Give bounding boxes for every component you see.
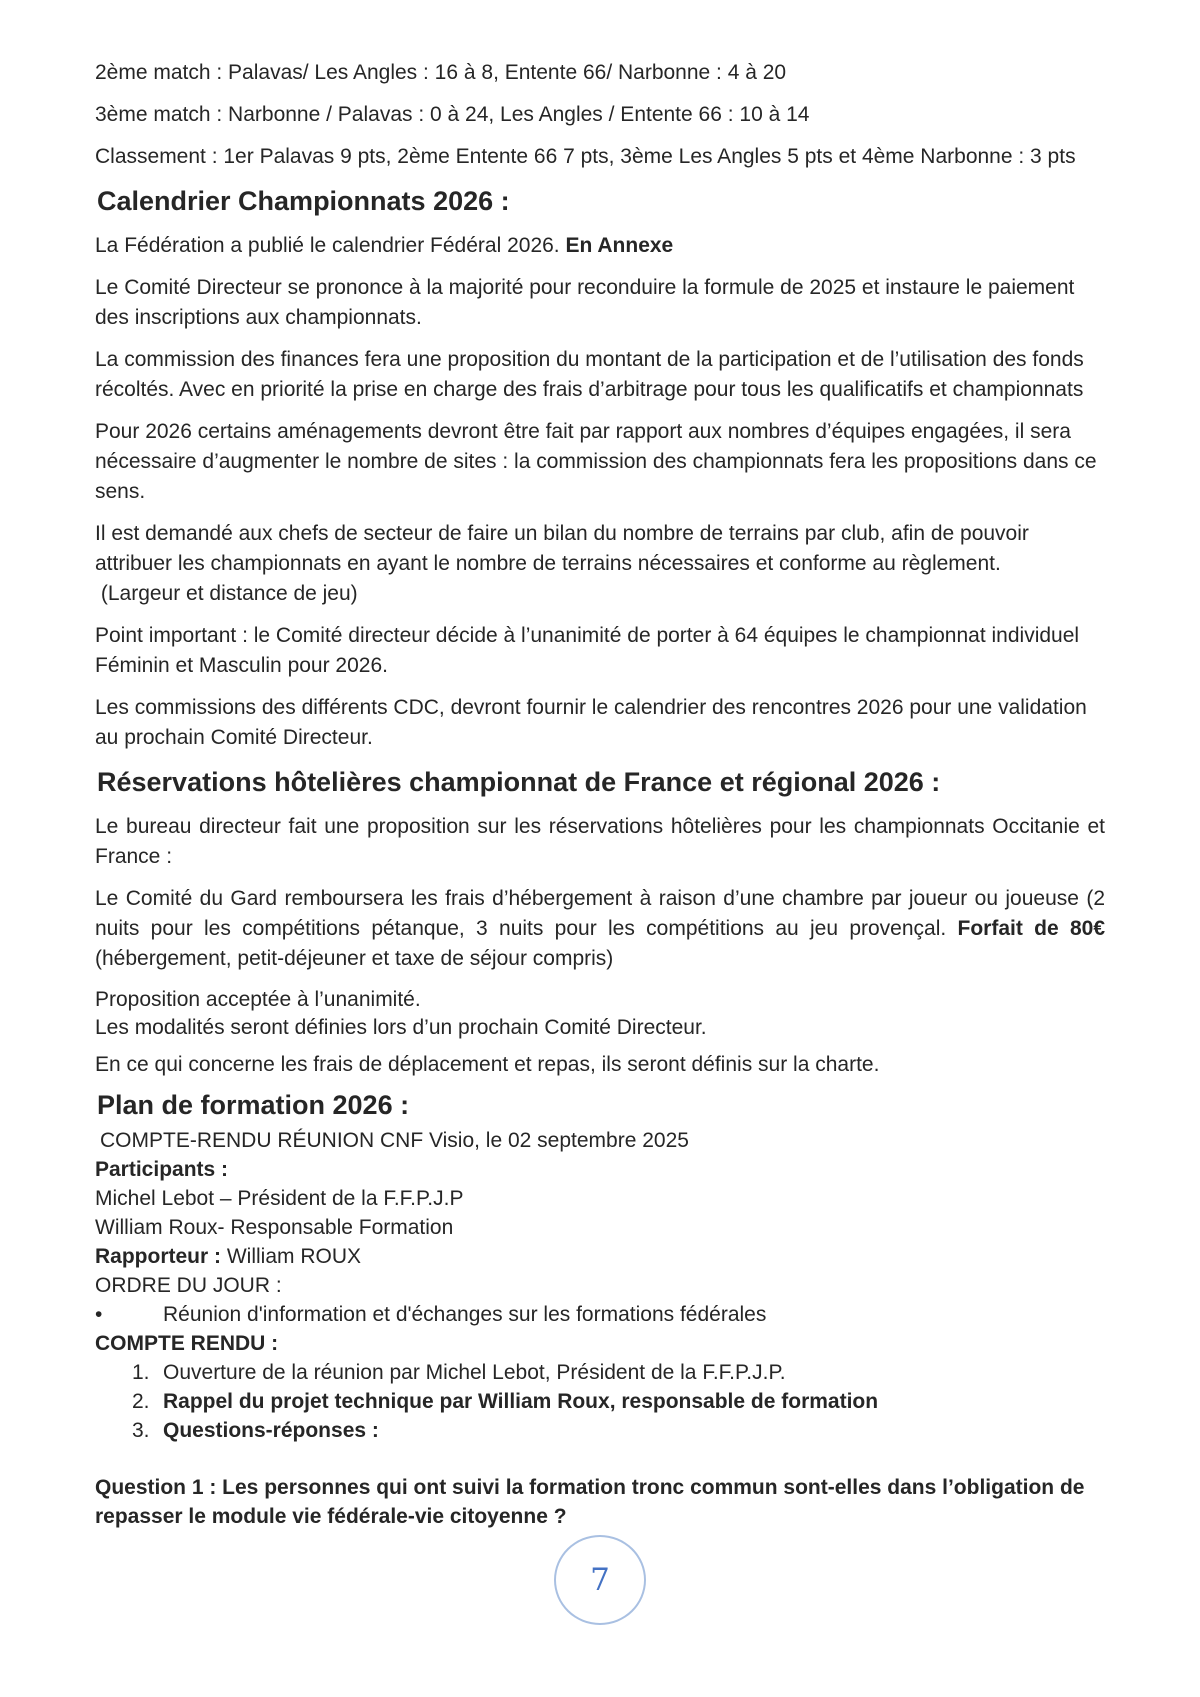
line-rapporteur [95, 1242, 1105, 1271]
proposition-acceptee: Proposition acceptée à l’unanimité. [95, 988, 421, 1011]
paragraph-match-2: 2ème match : Palavas/ Les Angles : 16 à 8, Entente 66/ Narbonne : 4 à 20 [95, 61, 787, 84]
paragraph-match-3: 3ème match : Narbonne / Palavas : 0 à 24, Les Angles / Entente 66 : 10 à 14 [95, 103, 810, 126]
paragraph-comite-directeur: Le Comité Directeur se prononce à la majorité pour reconduire la formule de 2025 et instaure le paiement des inscriptions aux championnats. [95, 276, 1075, 329]
line-compte-rendu-label: COMPTE RENDU : [95, 1332, 279, 1355]
item-1-number: 1. [132, 1361, 150, 1384]
heading-calendrier-championnats: Calendrier Championnats 2026 : [97, 186, 510, 216]
item-2-text: Rappel du projet technique par William Roux, responsable de formation [163, 1390, 879, 1413]
page-number: 7 [590, 1562, 610, 1598]
item-1-text: Ouverture de la réunion par Michel Lebot, Président de la F.F.P.J.P. [163, 1361, 786, 1384]
paragraph-question-1: Question 1 : Les personnes qui ont suivi la formation tronc commun sont-elles dans l’obligation de repasser le module vie fédérale-vie citoyenne ? [95, 1476, 1085, 1528]
ordre-item-text: Réunion d'information et d'échanges sur les formations fédérales [163, 1303, 767, 1326]
modalites: Les modalités seront définies lors d’un prochain Comité Directeur. [95, 1016, 707, 1039]
bilan-terrains-text: Il est demandé aux chefs de secteur de faire un bilan du nombre de terrains par club, afin de pouvoir attribuer les championnats en ayant le nombre de terrains nécessaires et conforme au règlement. [95, 522, 1029, 575]
item-3-text: Questions-réponses : [163, 1419, 379, 1442]
line-participant-2: William Roux- Responsable Formation [95, 1216, 454, 1239]
paragraph-classement: Classement : 1er Palavas 9 pts, 2ème Entente 66 7 pts, 3ème Les Angles 5 pts et 4ème Narbonne : 3 pts [95, 145, 1076, 168]
paragraph-bilan-terrains [95, 519, 1105, 609]
forfait-bold: Forfait de 80€ [957, 917, 1106, 940]
item-3-number: 3. [132, 1419, 150, 1442]
rapporteur-value: William ROUX [221, 1245, 361, 1268]
line-participant-1: Michel Lebot – Président de la F.F.P.J.P [95, 1187, 464, 1210]
bilan-terrains-note: (Largeur et distance de jeu) [95, 582, 358, 605]
federation-annexe-bold: En Annexe [565, 234, 674, 257]
heading-reservations-hotelieres: Réservations hôtelières championnat de France et régional 2026 : [97, 767, 941, 797]
line-participants-label: Participants : [95, 1158, 229, 1181]
item-2-number: 2. [132, 1390, 150, 1413]
remboursement-suite: (hébergement, petit-déjeuner et taxe de séjour compris) [95, 947, 614, 970]
paragraph-frais-deplacement: En ce qui concerne les frais de déplacement et repas, ils seront définis sur la charte. [95, 1053, 880, 1076]
paragraph-bureau-directeur: Le bureau directeur fait une proposition sur les réservations hôtelières pour les championnats Occitanie et France : [95, 815, 1105, 868]
rapporteur-label: Rapporteur : [95, 1245, 221, 1268]
line-ordre-du-jour: ORDRE DU JOUR : [95, 1274, 282, 1297]
heading-plan-formation: Plan de formation 2026 : [97, 1090, 410, 1120]
paragraph-point-important: Point important : le Comité directeur décide à l’unanimité de porter à 64 équipes le championnat individuel Féminin et Masculin pour 2026. [95, 624, 1080, 677]
federation-text: La Fédération a publié le calendrier Fédéral 2026. [95, 234, 566, 257]
paragraph-federation [95, 231, 1105, 261]
paragraph-commission-finances: La commission des finances fera une proposition du montant de la participation et de l’utilisation des fonds récoltés. Avec en priorité la prise en charge des frais d’arbitrage pour tous les qualificatifs et championnats [95, 348, 1084, 401]
bullet-icon: • [95, 1303, 103, 1326]
ordre-du-jour-item [95, 1300, 1105, 1329]
paragraph-remboursement [95, 884, 1105, 974]
page-number-badge [554, 1535, 646, 1625]
line-compte-rendu-reunion: COMPTE-RENDU RÉUNION CNF Visio, le 02 septembre 2025 [100, 1129, 689, 1152]
compte-rendu-item-2 [95, 1387, 1105, 1416]
paragraph-commissions-cdc: Les commissions des différents CDC, devront fournir le calendrier des rencontres 2026 pour une validation au prochain Comité Directeur. [95, 696, 1087, 749]
paragraph-pour-2026: Pour 2026 certains aménagements devront être fait par rapport aux nombres d’équipes engagées, il sera nécessaire d’augmenter le nombre de sites : la commission des championnats fera les propositions dans ce sens. [95, 420, 1097, 503]
compte-rendu-item-1 [95, 1358, 1105, 1387]
remboursement-text: Le Comité du Gard remboursera les frais d’hébergement à raison d’une chambre par joueur ou joueuse (2 nuits pour les compétitions pétanque, 3 nuits pour les compétitions au jeu provençal. [95, 887, 1105, 940]
paragraph-proposition [95, 986, 1105, 1042]
compte-rendu-item-3 [95, 1416, 1105, 1445]
